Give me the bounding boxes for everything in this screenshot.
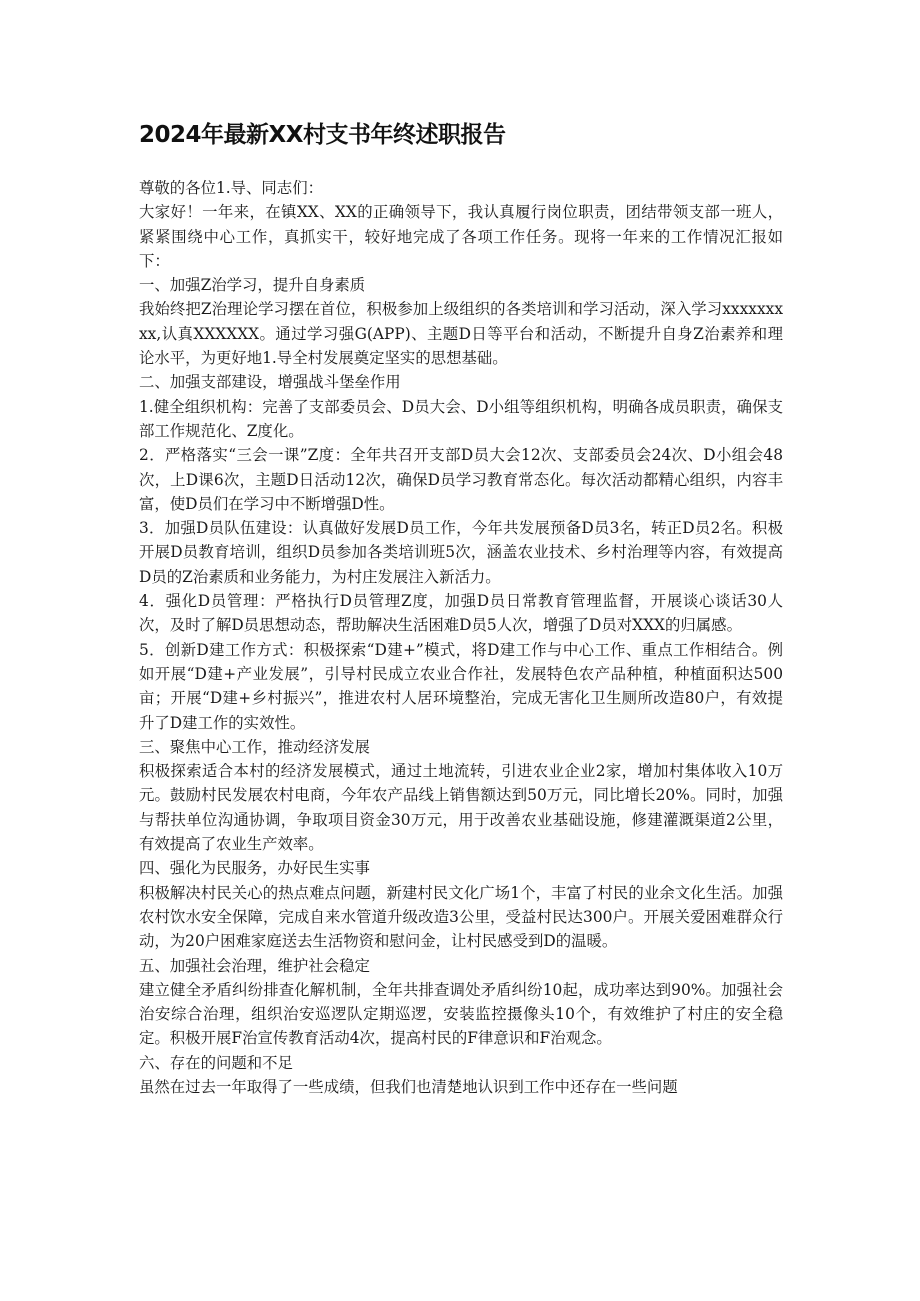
body-paragraph: 建立健全矛盾纠纷排查化解机制，全年共排查调处矛盾纠纷10起，成功率达到90%。加强社会治安综合治理，组织治安巡逻队定期巡逻，安装监控摄像头10个，有效维护了村庄的安全稳定。积极开展F治宣传教育活动4次，提高村民的F律意识和F治观念。: [139, 980, 783, 1048]
section-heading: 六、存在的问题和不足: [139, 1053, 293, 1072]
section-heading: 三、聚焦中心工作，推动经济发展: [139, 737, 370, 756]
body-paragraph: 积极解决村民关心的热点难点问题，新建村民文化广场1个，丰富了村民的业余文化生活。加强农村饮水安全保障，完成自来水管道升级改造3公里，受益村民达300户。开展关爱困难群众行动，为20户困难家庭送去生活物资和慰问金，让村民感受到D的温暖。: [139, 883, 783, 951]
body-paragraph: 3．加强D员队伍建设：认真做好发展D员工作，今年共发展预备D员3名，转正D员2名。积极开展D员教育培训，组织D员参加各类培训班5次，涵盖农业技术、乡村治理等内容，有效提高D员的Z治素质和业务能力，为村庄发展注入新活力。: [139, 519, 783, 586]
document-body: [139, 176, 783, 1099]
body-paragraph: 5．创新D建工作方式：积极探索“D建+”模式，将D建工作与中心工作、重点工作相结合。例如开展“D建+产业发展”，引导村民成立农业合作社，发展特色农产品种植，种植面积达500亩；开展“D建+乡村振兴”，推进农村人居环境整治，完成无害化卫生厕所改造80户，有效提升了D建工作的实效性。: [139, 640, 783, 732]
body-paragraph: 2．严格落实“三会一课”Z度：全年共召开支部D员大会12次、支部委员会24次、D小组会48次，上D课6次，主题D日活动12次，确保D员学习教育常态化。每次活动都精心组织，内容丰富，使D员们在学习中不断增强D性。: [139, 446, 783, 513]
body-paragraph: 积极探索适合本村的经济发展模式，通过土地流转，引进农业企业2家，增加村集体收入10万元。鼓励村民发展农村电商，今年农产品线上销售额达到50万元，同比增长20%。同时，加强与帮扶单位沟通协调，争取项目资金30万元，用于改善农业基础设施，修建灌溉渠道2公里，有效提高了农业生产效率。: [139, 762, 783, 854]
body-paragraph: 4．强化D员管理：严格执行D员管理Z度，加强D员日常教育管理监督，开展谈心谈话30人次，及时了解D员思想动态，帮助解决生活困难D员5人次，增强了D员对XXX的归属感。: [139, 592, 783, 635]
body-paragraph: 大家好！一年来，在镇XX、XX的正确领导下，我认真履行岗位职责，团结带领支部一班人，紧紧围绕中心工作，真抓实干，较好地完成了各项工作任务。现将一年来的工作情况汇报如下：: [139, 203, 783, 270]
body-paragraph: 虽然在过去一年取得了一些成绩，但我们也清楚地认识到工作中还存在一些问题: [139, 1077, 678, 1096]
section-heading: 四、强化为民服务，办好民生实事: [139, 859, 370, 878]
section-heading: 二、加强支部建设，增强战斗堡垒作用: [139, 373, 401, 392]
section-heading: 五、加强社会治理，维护社会稳定: [139, 956, 370, 975]
section-heading: 一、加强Z治学习，提升自身素质: [139, 276, 366, 295]
body-paragraph: 我始终把Z治理论学习摆在首位，积极参加上级组织的各类培训和学习活动，深入学习xxxxxxxxx,认真XXXXXX。通过学习强G(APP)、主题D日等平台和活动，不断提升自身Z治素养和理论水平，为更好地1.导全村发展奠定坚实的思想基础。: [139, 300, 783, 368]
body-paragraph: 1.健全组织机构：完善了支部委员会、D员大会、D小组等组织机构，明确各成员职责，确保支部工作规范化、Z度化。: [139, 397, 783, 440]
document-title: 2024年最新XX村支书年终述职报告: [139, 122, 506, 148]
body-paragraph: 尊敬的各位1.导、同志们：: [139, 179, 323, 197]
